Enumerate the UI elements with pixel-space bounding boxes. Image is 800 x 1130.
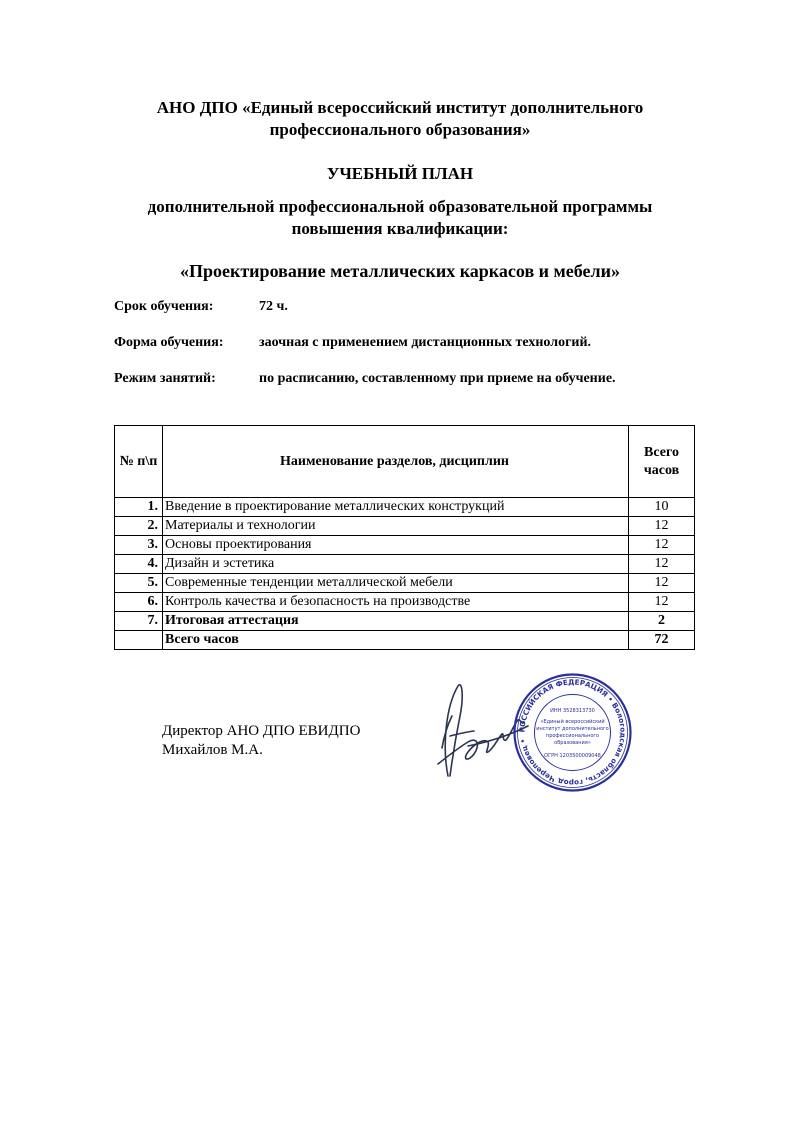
schedule-row: [114, 370, 616, 388]
program-type-line2: повышения квалификации:: [291, 219, 509, 238]
row-name: Материалы и технологии: [163, 517, 629, 536]
stamp-inner-3: профессионального: [545, 733, 600, 739]
program-type-line1: дополнительной профессиональной образовательной программы: [147, 197, 653, 216]
row-name: Современные тенденции металлической мебели: [163, 574, 629, 593]
table-row: [115, 612, 695, 631]
header-hours-line1: Всего: [644, 444, 679, 460]
header-name: Наименование разделов, дисциплин: [163, 426, 629, 498]
organization-name-line1: АНО ДПО «Единый всероссийский институт дополнительного: [156, 98, 644, 117]
row-num: 5.: [115, 574, 163, 593]
row-name: Контроль качества и безопасность на производстве: [163, 593, 629, 612]
curriculum-table: [114, 425, 695, 650]
director-name: Михайлов М.А.: [162, 742, 263, 758]
director-position: Директор АНО ДПО ЕВИДПО: [162, 723, 361, 739]
total-num: [115, 631, 163, 650]
table-header-row: [115, 426, 695, 498]
row-num: 7.: [115, 612, 163, 631]
table-row: [115, 536, 695, 555]
header-num: № п\п: [115, 426, 163, 498]
row-hours: 12: [629, 555, 695, 574]
table-row: [115, 593, 695, 612]
official-stamp: [510, 670, 635, 795]
row-num: 6.: [115, 593, 163, 612]
program-type: [0, 196, 800, 240]
form-label: Форма обучения:: [114, 335, 224, 350]
plan-title: УЧЕБНЫЙ ПЛАН: [326, 164, 474, 183]
form-value: заочная с применением дистанционных технологий.: [259, 335, 592, 350]
header-hours: [629, 426, 695, 498]
duration-label: Срок обучения:: [114, 299, 214, 314]
duration-row: [114, 298, 288, 316]
row-hours: 12: [629, 593, 695, 612]
duration-value: 72 ч.: [259, 299, 288, 314]
row-hours: 12: [629, 517, 695, 536]
row-name: Дизайн и эстетика: [163, 555, 629, 574]
stamp-ogrn: ОГРН 1203500009048: [544, 753, 601, 759]
organization-name-line2: профессионального образования»: [269, 120, 531, 139]
signature-block: [162, 722, 360, 760]
stamp-inn: ИНН 3528313730: [550, 708, 595, 714]
row-num: 4.: [115, 555, 163, 574]
organization-name: [0, 97, 800, 141]
total-label: Всего часов: [163, 631, 629, 650]
stamp-inner-1: «Единый всероссийский: [540, 719, 605, 725]
stamp-inner-4: образования»: [554, 740, 591, 746]
schedule-label: Режим занятий:: [114, 371, 216, 386]
form-row: [114, 334, 592, 352]
row-hours: 10: [629, 498, 695, 517]
table-row: [115, 517, 695, 536]
program-name: «Проектирование металлических каркасов и мебели»: [179, 261, 621, 281]
row-hours: 12: [629, 536, 695, 555]
schedule-value: по расписанию, составленному при приеме на обучение.: [259, 371, 616, 386]
row-name: Итоговая аттестация: [163, 612, 629, 631]
row-num: 3.: [115, 536, 163, 555]
row-num: 2.: [115, 517, 163, 536]
stamp-inner-2: институт дополнительного: [536, 726, 609, 732]
table-row: [115, 574, 695, 593]
stamp-outer-text: РОССИЙСКАЯ ФЕДЕРАЦИЯ • Вологодская область, город Череповец •: [517, 677, 628, 788]
total-hours: 72: [629, 631, 695, 650]
row-hours: 12: [629, 574, 695, 593]
table-row: [115, 555, 695, 574]
row-name: Введение в проектирование металлических конструкций: [163, 498, 629, 517]
row-hours: 2: [629, 612, 695, 631]
table-total-row: [115, 631, 695, 650]
table-row: [115, 498, 695, 517]
row-num: 1.: [115, 498, 163, 517]
header-hours-line2: часов: [643, 462, 680, 478]
row-name: Основы проектирования: [163, 536, 629, 555]
